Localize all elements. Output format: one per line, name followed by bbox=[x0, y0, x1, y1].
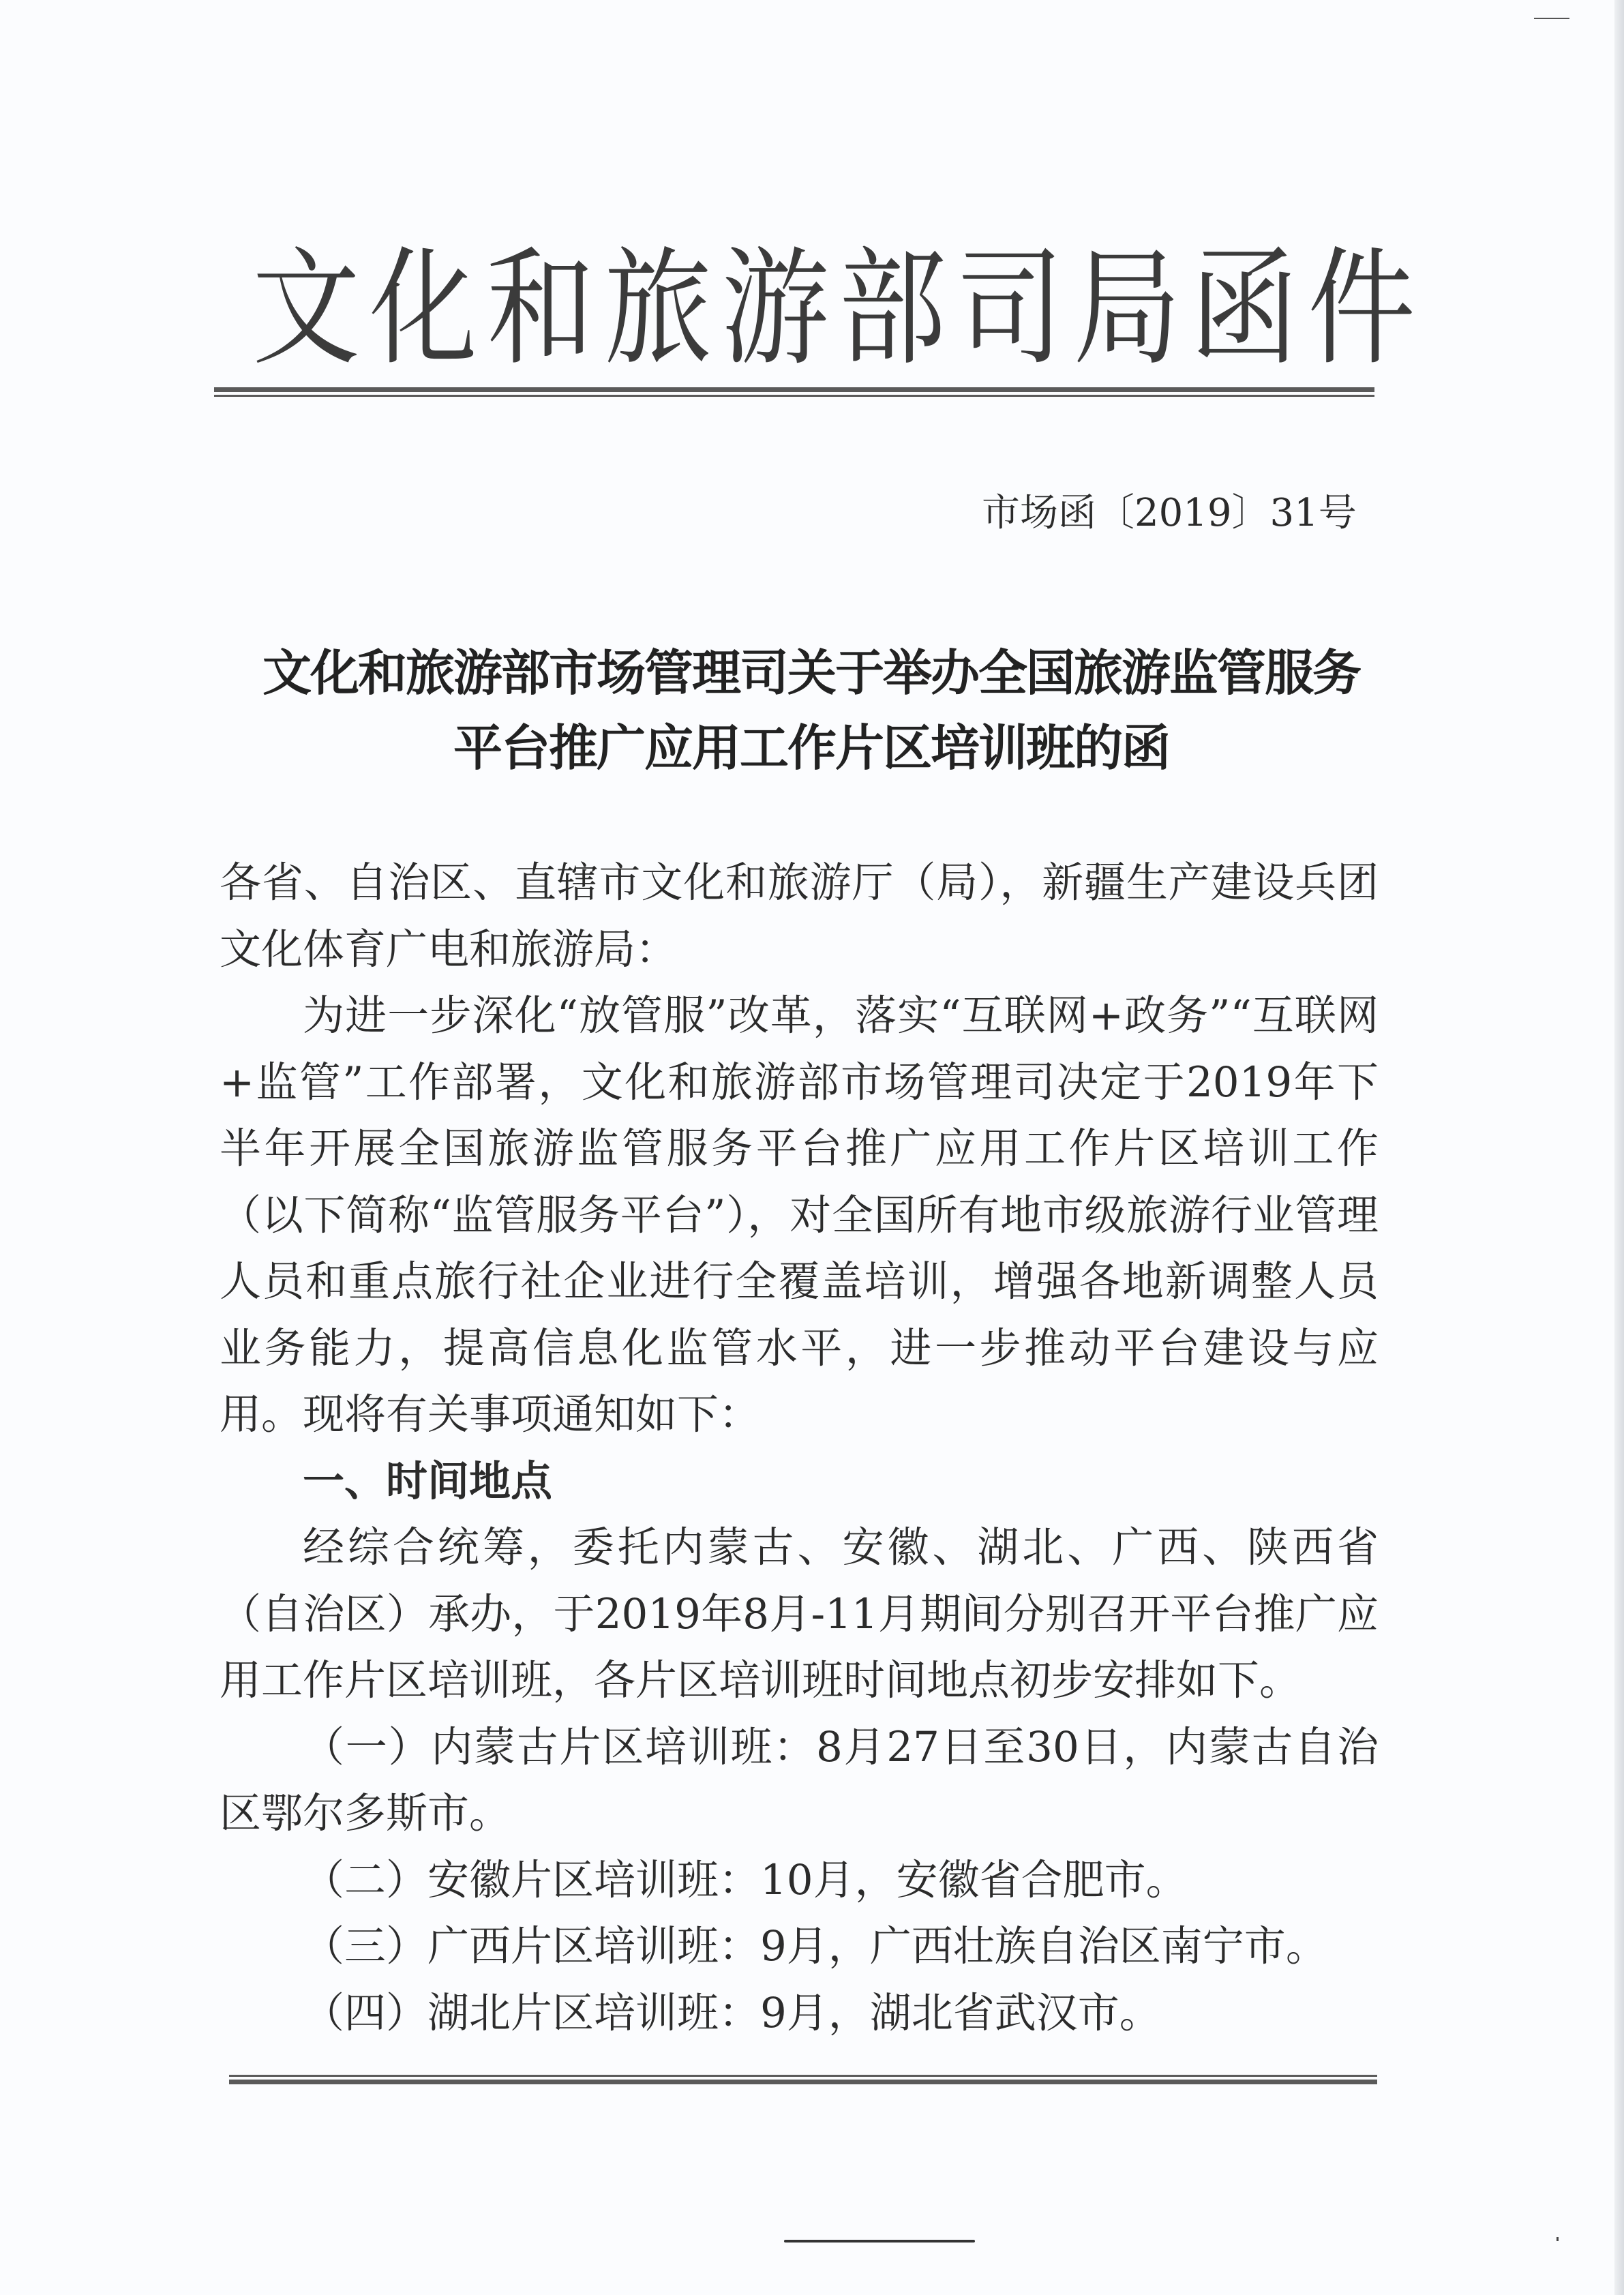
heading-line-2: 平台推广应用工作片区培训班的函 bbox=[453, 719, 1169, 777]
list-item: （二）安徽片区培训班：10月，安徽省合肥市。 bbox=[303, 1855, 1188, 1904]
section-body: 经综合统筹，委托内蒙古、安徽、湖北、广西、陕西省（自治区）承办，于2019年8月-11月期间分别召开平台推广应用工作片区培训班，各片区培训班时间地点初步安排如下。 bbox=[220, 1523, 1379, 1705]
list-item: （三）广西片区培训班：9月，广西壮族自治区南宁市。 bbox=[303, 1922, 1327, 1970]
page-edge-shadow bbox=[1614, 0, 1624, 2295]
section-heading-time-location: 一、时间地点 bbox=[303, 1456, 553, 1505]
list-item: （一）内蒙古片区培训班：8月27日至30日，内蒙古自治区鄂尔多斯市。 bbox=[220, 1722, 1379, 1837]
letterhead-divider bbox=[214, 387, 1374, 397]
list-item: （四）湖北片区培训班：9月，湖北省武汉市。 bbox=[303, 1988, 1161, 2037]
document-body bbox=[220, 850, 1379, 2046]
intro-paragraph: 为进一步深化“放管服”改革，落实“互联网+政务”“互联网+监管”工作部署，文化和旅游部市场管理司决定于2019年下半年开展全国旅游监管服务平台推广应用工作片区培训工作（以下简称“监管服务平台”），对全国所有地市级旅游行业管理人员和重点旅行社企业进行全覆盖培训，增强各地新调整人员业务能力，提高信息化监管水平，进一步推动平台建设与应用。现将有关事项通知如下： bbox=[220, 991, 1379, 1439]
scan-speck bbox=[1557, 2237, 1559, 2241]
heading-line-1: 文化和旅游部市场管理司关于举办全国旅游监管服务 bbox=[262, 644, 1360, 702]
document-number: 市场函〔2019〕31号 bbox=[982, 491, 1357, 535]
scan-mark bbox=[1534, 18, 1569, 19]
document-heading bbox=[225, 635, 1398, 785]
footer-divider bbox=[229, 2075, 1377, 2084]
addressee: 各省、自治区、直辖市文化和旅游厅（局），新疆生产建设兵团文化体育广电和旅游局： bbox=[220, 858, 1379, 974]
page-number-dash bbox=[784, 2240, 975, 2242]
letterhead-title: 文化和旅游部司局函件 bbox=[252, 235, 1425, 383]
